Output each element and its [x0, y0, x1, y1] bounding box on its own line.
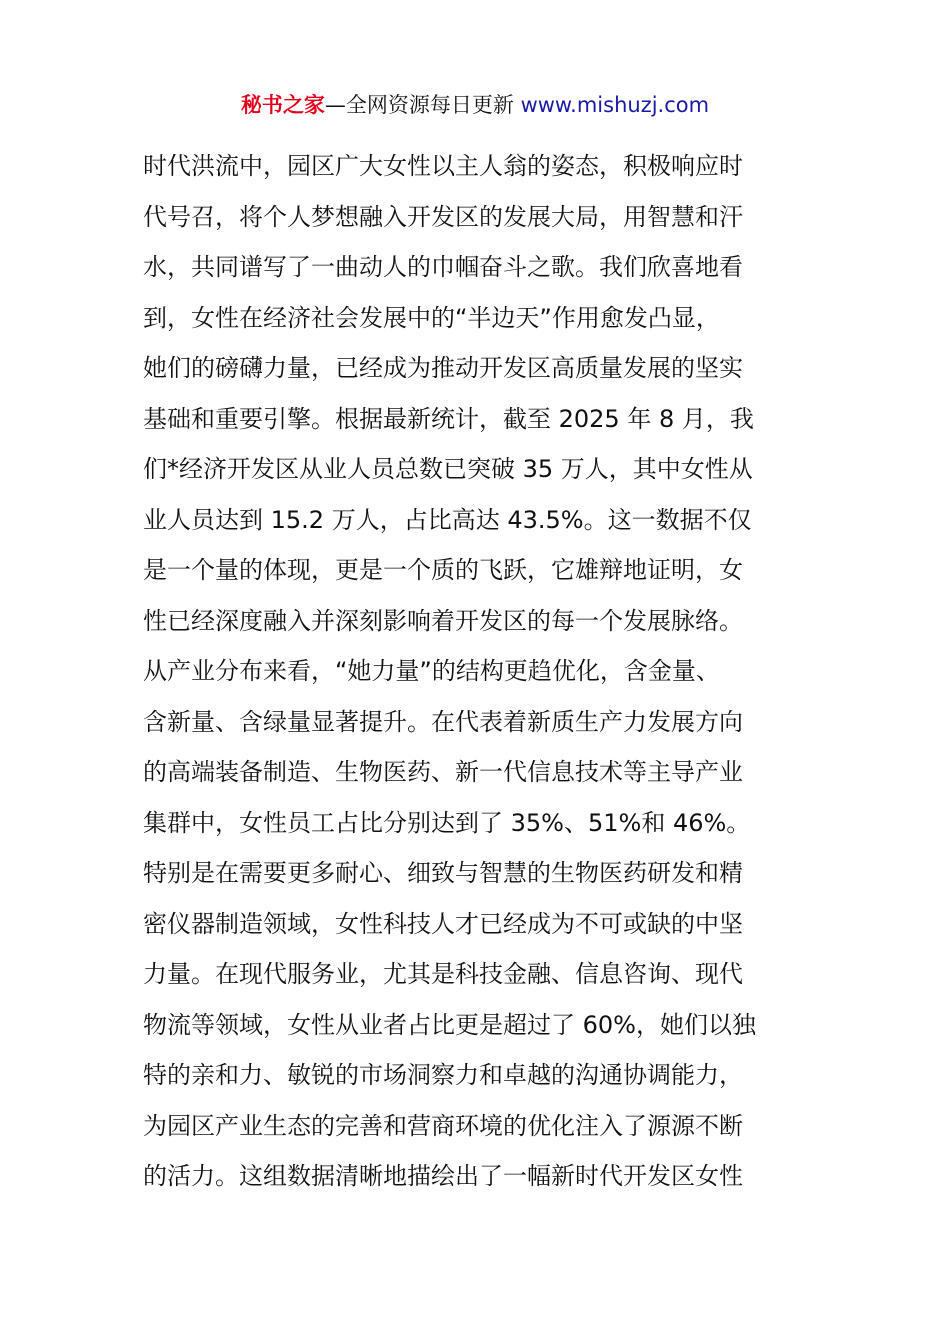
- text-line: 特别是在需要更多耐心、细致与智慧的生物医药研发和精: [143, 859, 743, 887]
- text-line: 物流等领域，女性从业者占比更是超过了 60%，她们以独: [143, 1010, 756, 1039]
- brand-name: 秘书之家: [240, 93, 325, 117]
- text-line: 基础和重要引擎。根据最新统计，截至 2025 年 8 月，我: [143, 404, 754, 433]
- text-line: 含新量、含绿量显著提升。在代表着新质生产力发展方向: [143, 707, 743, 736]
- text-line: 她们的磅礴力量，已经成为推动开发区高质量发展的坚实: [143, 354, 743, 382]
- text-line: 水，共同谱写了一曲动人的巾帼奋斗之歌。我们欣喜地看: [143, 253, 743, 281]
- site-url[interactable]: www.mishuzj.com: [520, 93, 710, 117]
- text-line: 业人员达到 15.2 万人，占比高达 43.5%。这一数据不仅: [143, 505, 752, 534]
- text-line: 性已经深度融入并深刻影响着开发区的每一个发展脉络。: [143, 606, 743, 635]
- text-line: 密仪器制造领域，女性科技人才已经成为不可或缺的中坚: [143, 909, 743, 938]
- text-line: 的活力。这组数据清晰地描绘出了一幅新时代开发区女性: [143, 1162, 743, 1190]
- text-line: 特的亲和力、敏锐的市场洞察力和卓越的沟通协调能力，: [143, 1061, 743, 1089]
- text-line: 代号召，将个人梦想融入开发区的发展大局，用智慧和汗: [143, 202, 743, 231]
- text-line: 是一个量的体现，更是一个质的飞跃，它雄辩地证明，女: [143, 556, 743, 584]
- text-line: 们*经济开发区从业人员总数已突破 35 万人，其中女性从: [143, 455, 753, 483]
- text-line: 力量。在现代服务业，尤其是科技金融、信息咨询、现代: [143, 960, 743, 988]
- text-line: 的高端装备制造、生物医药、新一代信息技术等主导产业: [143, 758, 743, 786]
- header-tagline: —全网资源每日更新: [324, 93, 521, 117]
- text-line: 时代洪流中，园区广大女性以主人翁的姿态，积极响应时: [143, 152, 743, 180]
- text-line: 从产业分布来看，“她力量”的结构更趋优化，含金量、: [143, 657, 720, 685]
- text-line: 为园区产业生态的完善和营商环境的优化注入了源源不断: [143, 1111, 743, 1140]
- text-line: 到，女性在经济社会发展中的“半边天”作用愈发凸显，: [143, 303, 720, 332]
- document-body: [143, 145, 807, 1206]
- text-line: 集群中，女性员工占比分别达到了 35%、51%和 46%。: [143, 808, 751, 837]
- page-header: [0, 88, 950, 122]
